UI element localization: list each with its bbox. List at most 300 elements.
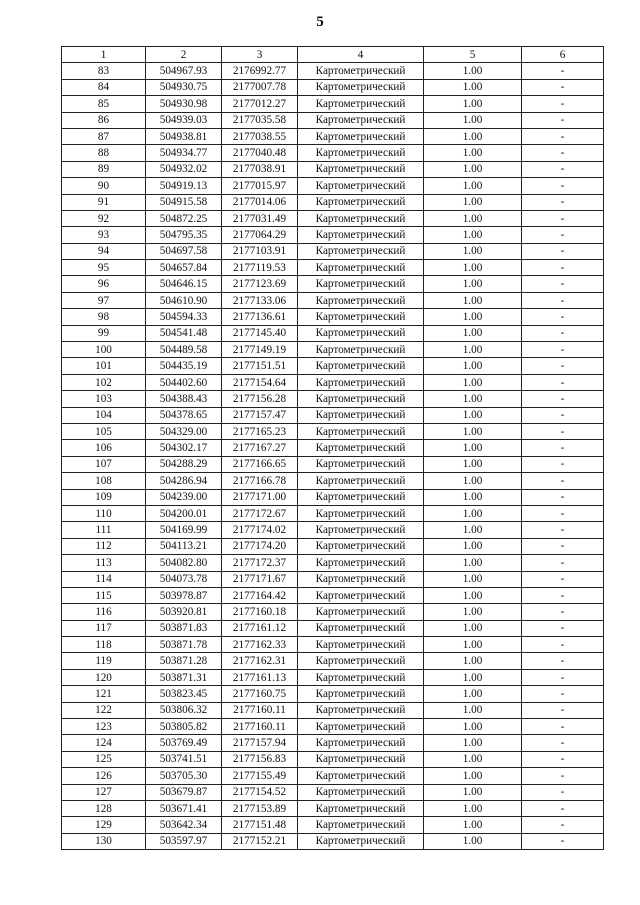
method-cell: Картометрический bbox=[298, 407, 424, 423]
description-cell: - bbox=[522, 391, 604, 407]
method-cell: Картометрический bbox=[298, 702, 424, 718]
point-number-cell: 100 bbox=[62, 342, 146, 358]
table-row bbox=[62, 800, 604, 816]
method-cell: Картометрический bbox=[298, 79, 424, 95]
y-coordinate-cell: 2177172.37 bbox=[222, 555, 298, 571]
x-coordinate-cell: 504930.75 bbox=[146, 79, 222, 95]
x-coordinate-cell: 503871.83 bbox=[146, 620, 222, 636]
x-coordinate-cell: 503871.78 bbox=[146, 637, 222, 653]
table-row bbox=[62, 719, 604, 735]
y-coordinate-cell: 2177151.48 bbox=[222, 817, 298, 833]
point-number-cell: 99 bbox=[62, 325, 146, 341]
table-row bbox=[62, 686, 604, 702]
point-number-cell: 93 bbox=[62, 227, 146, 243]
description-cell: - bbox=[522, 637, 604, 653]
method-cell: Картометрический bbox=[298, 669, 424, 685]
point-number-cell: 85 bbox=[62, 96, 146, 112]
accuracy-cell: 1.00 bbox=[424, 260, 522, 276]
accuracy-cell: 1.00 bbox=[424, 63, 522, 79]
description-cell: - bbox=[522, 571, 604, 587]
description-cell: - bbox=[522, 63, 604, 79]
description-cell: - bbox=[522, 817, 604, 833]
point-number-cell: 91 bbox=[62, 194, 146, 210]
method-cell: Картометрический bbox=[298, 325, 424, 341]
method-cell: Картометрический bbox=[298, 735, 424, 751]
point-number-cell: 106 bbox=[62, 440, 146, 456]
table-row bbox=[62, 555, 604, 571]
table-row bbox=[62, 260, 604, 276]
column-header: 6 bbox=[522, 47, 604, 63]
table-row bbox=[62, 571, 604, 587]
x-coordinate-cell: 504697.58 bbox=[146, 243, 222, 259]
y-coordinate-cell: 2177171.00 bbox=[222, 489, 298, 505]
description-cell: - bbox=[522, 423, 604, 439]
table-row bbox=[62, 456, 604, 472]
table-row bbox=[62, 702, 604, 718]
accuracy-cell: 1.00 bbox=[424, 374, 522, 390]
point-number-cell: 114 bbox=[62, 571, 146, 587]
method-cell: Картометрический bbox=[298, 309, 424, 325]
accuracy-cell: 1.00 bbox=[424, 735, 522, 751]
table-row bbox=[62, 178, 604, 194]
description-cell: - bbox=[522, 178, 604, 194]
accuracy-cell: 1.00 bbox=[424, 489, 522, 505]
method-cell: Картометрический bbox=[298, 587, 424, 603]
y-coordinate-cell: 2177133.06 bbox=[222, 292, 298, 308]
description-cell: - bbox=[522, 800, 604, 816]
x-coordinate-cell: 504915.58 bbox=[146, 194, 222, 210]
x-coordinate-cell: 503978.87 bbox=[146, 587, 222, 603]
point-number-cell: 94 bbox=[62, 243, 146, 259]
table-row bbox=[62, 96, 604, 112]
point-number-cell: 123 bbox=[62, 719, 146, 735]
table-header-row bbox=[62, 47, 604, 63]
table-row bbox=[62, 325, 604, 341]
description-cell: - bbox=[522, 374, 604, 390]
point-number-cell: 102 bbox=[62, 374, 146, 390]
method-cell: Картометрический bbox=[298, 719, 424, 735]
description-cell: - bbox=[522, 473, 604, 489]
x-coordinate-cell: 504402.60 bbox=[146, 374, 222, 390]
point-number-cell: 116 bbox=[62, 604, 146, 620]
accuracy-cell: 1.00 bbox=[424, 79, 522, 95]
accuracy-cell: 1.00 bbox=[424, 276, 522, 292]
point-number-cell: 126 bbox=[62, 768, 146, 784]
table-row bbox=[62, 128, 604, 144]
description-cell: - bbox=[522, 653, 604, 669]
x-coordinate-cell: 504239.00 bbox=[146, 489, 222, 505]
y-coordinate-cell: 2177160.18 bbox=[222, 604, 298, 620]
y-coordinate-cell: 2176992.77 bbox=[222, 63, 298, 79]
description-cell: - bbox=[522, 538, 604, 554]
accuracy-cell: 1.00 bbox=[424, 522, 522, 538]
page-number: 5 bbox=[316, 14, 324, 30]
description-cell: - bbox=[522, 342, 604, 358]
table-row bbox=[62, 112, 604, 128]
accuracy-cell: 1.00 bbox=[424, 325, 522, 341]
y-coordinate-cell: 2177161.13 bbox=[222, 669, 298, 685]
point-number-cell: 121 bbox=[62, 686, 146, 702]
point-number-cell: 110 bbox=[62, 505, 146, 521]
table-row bbox=[62, 309, 604, 325]
x-coordinate-cell: 504082.80 bbox=[146, 555, 222, 571]
y-coordinate-cell: 2177149.19 bbox=[222, 342, 298, 358]
point-number-cell: 107 bbox=[62, 456, 146, 472]
accuracy-cell: 1.00 bbox=[424, 637, 522, 653]
y-coordinate-cell: 2177007.78 bbox=[222, 79, 298, 95]
column-header: 4 bbox=[298, 47, 424, 63]
method-cell: Картометрический bbox=[298, 489, 424, 505]
y-coordinate-cell: 2177012.27 bbox=[222, 96, 298, 112]
table-row bbox=[62, 735, 604, 751]
y-coordinate-cell: 2177014.06 bbox=[222, 194, 298, 210]
point-number-cell: 98 bbox=[62, 309, 146, 325]
x-coordinate-cell: 503871.31 bbox=[146, 669, 222, 685]
y-coordinate-cell: 2177166.78 bbox=[222, 473, 298, 489]
accuracy-cell: 1.00 bbox=[424, 719, 522, 735]
accuracy-cell: 1.00 bbox=[424, 391, 522, 407]
method-cell: Картометрический bbox=[298, 391, 424, 407]
description-cell: - bbox=[522, 161, 604, 177]
point-number-cell: 117 bbox=[62, 620, 146, 636]
table-row bbox=[62, 358, 604, 374]
table-row bbox=[62, 489, 604, 505]
x-coordinate-cell: 503823.45 bbox=[146, 686, 222, 702]
point-number-cell: 120 bbox=[62, 669, 146, 685]
description-cell: - bbox=[522, 276, 604, 292]
table-row bbox=[62, 391, 604, 407]
y-coordinate-cell: 2177031.49 bbox=[222, 210, 298, 226]
x-coordinate-cell: 503671.41 bbox=[146, 800, 222, 816]
x-coordinate-cell: 504934.77 bbox=[146, 145, 222, 161]
description-cell: - bbox=[522, 719, 604, 735]
column-header: 1 bbox=[62, 47, 146, 63]
y-coordinate-cell: 2177162.31 bbox=[222, 653, 298, 669]
description-cell: - bbox=[522, 702, 604, 718]
point-number-cell: 127 bbox=[62, 784, 146, 800]
table-row bbox=[62, 227, 604, 243]
description-cell: - bbox=[522, 292, 604, 308]
method-cell: Картометрический bbox=[298, 342, 424, 358]
method-cell: Картометрический bbox=[298, 178, 424, 194]
accuracy-cell: 1.00 bbox=[424, 210, 522, 226]
description-cell: - bbox=[522, 407, 604, 423]
y-coordinate-cell: 2177160.11 bbox=[222, 702, 298, 718]
accuracy-cell: 1.00 bbox=[424, 342, 522, 358]
y-coordinate-cell: 2177103.91 bbox=[222, 243, 298, 259]
method-cell: Картометрический bbox=[298, 571, 424, 587]
y-coordinate-cell: 2177156.28 bbox=[222, 391, 298, 407]
x-coordinate-cell: 504302.17 bbox=[146, 440, 222, 456]
point-number-cell: 92 bbox=[62, 210, 146, 226]
x-coordinate-cell: 504930.98 bbox=[146, 96, 222, 112]
description-cell: - bbox=[522, 309, 604, 325]
method-cell: Картометрический bbox=[298, 620, 424, 636]
x-coordinate-cell: 504610.90 bbox=[146, 292, 222, 308]
method-cell: Картометрический bbox=[298, 751, 424, 767]
x-coordinate-cell: 504200.01 bbox=[146, 505, 222, 521]
accuracy-cell: 1.00 bbox=[424, 473, 522, 489]
table-row bbox=[62, 473, 604, 489]
method-cell: Картометрический bbox=[298, 686, 424, 702]
x-coordinate-cell: 504489.58 bbox=[146, 342, 222, 358]
description-cell: - bbox=[522, 96, 604, 112]
description-cell: - bbox=[522, 325, 604, 341]
method-cell: Картометрический bbox=[298, 260, 424, 276]
method-cell: Картометрический bbox=[298, 358, 424, 374]
point-number-cell: 90 bbox=[62, 178, 146, 194]
table-row bbox=[62, 407, 604, 423]
x-coordinate-cell: 504388.43 bbox=[146, 391, 222, 407]
y-coordinate-cell: 2177160.75 bbox=[222, 686, 298, 702]
table-row bbox=[62, 194, 604, 210]
method-cell: Картометрический bbox=[298, 292, 424, 308]
table-row bbox=[62, 817, 604, 833]
x-coordinate-cell: 503920.81 bbox=[146, 604, 222, 620]
point-number-cell: 124 bbox=[62, 735, 146, 751]
x-coordinate-cell: 503679.87 bbox=[146, 784, 222, 800]
accuracy-cell: 1.00 bbox=[424, 440, 522, 456]
y-coordinate-cell: 2177165.23 bbox=[222, 423, 298, 439]
point-number-cell: 108 bbox=[62, 473, 146, 489]
point-number-cell: 119 bbox=[62, 653, 146, 669]
method-cell: Картометрический bbox=[298, 538, 424, 554]
description-cell: - bbox=[522, 210, 604, 226]
point-number-cell: 84 bbox=[62, 79, 146, 95]
description-cell: - bbox=[522, 784, 604, 800]
x-coordinate-cell: 504435.19 bbox=[146, 358, 222, 374]
table-row bbox=[62, 374, 604, 390]
method-cell: Картометрический bbox=[298, 555, 424, 571]
y-coordinate-cell: 2177156.83 bbox=[222, 751, 298, 767]
point-number-cell: 129 bbox=[62, 817, 146, 833]
x-coordinate-cell: 504795.35 bbox=[146, 227, 222, 243]
table-row bbox=[62, 63, 604, 79]
accuracy-cell: 1.00 bbox=[424, 112, 522, 128]
y-coordinate-cell: 2177155.49 bbox=[222, 768, 298, 784]
description-cell: - bbox=[522, 194, 604, 210]
method-cell: Картометрический bbox=[298, 112, 424, 128]
x-coordinate-cell: 504967.93 bbox=[146, 63, 222, 79]
method-cell: Картометрический bbox=[298, 653, 424, 669]
y-coordinate-cell: 2177157.94 bbox=[222, 735, 298, 751]
point-number-cell: 118 bbox=[62, 637, 146, 653]
y-coordinate-cell: 2177015.97 bbox=[222, 178, 298, 194]
table-row bbox=[62, 587, 604, 603]
y-coordinate-cell: 2177157.47 bbox=[222, 407, 298, 423]
description-cell: - bbox=[522, 456, 604, 472]
y-coordinate-cell: 2177171.67 bbox=[222, 571, 298, 587]
accuracy-cell: 1.00 bbox=[424, 145, 522, 161]
accuracy-cell: 1.00 bbox=[424, 571, 522, 587]
x-coordinate-cell: 504932.02 bbox=[146, 161, 222, 177]
x-coordinate-cell: 503806.32 bbox=[146, 702, 222, 718]
accuracy-cell: 1.00 bbox=[424, 423, 522, 439]
accuracy-cell: 1.00 bbox=[424, 686, 522, 702]
accuracy-cell: 1.00 bbox=[424, 178, 522, 194]
description-cell: - bbox=[522, 227, 604, 243]
accuracy-cell: 1.00 bbox=[424, 669, 522, 685]
method-cell: Картометрический bbox=[298, 784, 424, 800]
description-cell: - bbox=[522, 440, 604, 456]
table-row bbox=[62, 653, 604, 669]
point-number-cell: 88 bbox=[62, 145, 146, 161]
method-cell: Картометрический bbox=[298, 227, 424, 243]
y-coordinate-cell: 2177136.61 bbox=[222, 309, 298, 325]
method-cell: Картометрический bbox=[298, 505, 424, 521]
description-cell: - bbox=[522, 145, 604, 161]
accuracy-cell: 1.00 bbox=[424, 227, 522, 243]
point-number-cell: 112 bbox=[62, 538, 146, 554]
table-row bbox=[62, 637, 604, 653]
method-cell: Картометрический bbox=[298, 440, 424, 456]
method-cell: Картометрический bbox=[298, 374, 424, 390]
column-header: 3 bbox=[222, 47, 298, 63]
x-coordinate-cell: 504657.84 bbox=[146, 260, 222, 276]
y-coordinate-cell: 2177153.89 bbox=[222, 800, 298, 816]
method-cell: Картометрический bbox=[298, 473, 424, 489]
method-cell: Картометрический bbox=[298, 800, 424, 816]
accuracy-cell: 1.00 bbox=[424, 555, 522, 571]
accuracy-cell: 1.00 bbox=[424, 292, 522, 308]
accuracy-cell: 1.00 bbox=[424, 309, 522, 325]
table-row bbox=[62, 79, 604, 95]
column-header: 5 bbox=[424, 47, 522, 63]
method-cell: Картометрический bbox=[298, 145, 424, 161]
table-row bbox=[62, 243, 604, 259]
accuracy-cell: 1.00 bbox=[424, 194, 522, 210]
description-cell: - bbox=[522, 587, 604, 603]
x-coordinate-cell: 503769.49 bbox=[146, 735, 222, 751]
accuracy-cell: 1.00 bbox=[424, 243, 522, 259]
accuracy-cell: 1.00 bbox=[424, 817, 522, 833]
y-coordinate-cell: 2177038.55 bbox=[222, 128, 298, 144]
y-coordinate-cell: 2177161.12 bbox=[222, 620, 298, 636]
point-number-cell: 97 bbox=[62, 292, 146, 308]
y-coordinate-cell: 2177167.27 bbox=[222, 440, 298, 456]
description-cell: - bbox=[522, 128, 604, 144]
method-cell: Картометрический bbox=[298, 456, 424, 472]
accuracy-cell: 1.00 bbox=[424, 407, 522, 423]
description-cell: - bbox=[522, 620, 604, 636]
table-row bbox=[62, 161, 604, 177]
point-number-cell: 130 bbox=[62, 833, 146, 849]
point-number-cell: 103 bbox=[62, 391, 146, 407]
x-coordinate-cell: 504541.48 bbox=[146, 325, 222, 341]
y-coordinate-cell: 2177174.02 bbox=[222, 522, 298, 538]
point-number-cell: 89 bbox=[62, 161, 146, 177]
accuracy-cell: 1.00 bbox=[424, 96, 522, 112]
accuracy-cell: 1.00 bbox=[424, 800, 522, 816]
description-cell: - bbox=[522, 669, 604, 685]
table-row bbox=[62, 423, 604, 439]
table-row bbox=[62, 833, 604, 849]
y-coordinate-cell: 2177040.48 bbox=[222, 145, 298, 161]
description-cell: - bbox=[522, 751, 604, 767]
y-coordinate-cell: 2177164.42 bbox=[222, 587, 298, 603]
x-coordinate-cell: 504378.65 bbox=[146, 407, 222, 423]
description-cell: - bbox=[522, 243, 604, 259]
y-coordinate-cell: 2177119.53 bbox=[222, 260, 298, 276]
method-cell: Картометрический bbox=[298, 522, 424, 538]
table-row bbox=[62, 620, 604, 636]
y-coordinate-cell: 2177123.69 bbox=[222, 276, 298, 292]
accuracy-cell: 1.00 bbox=[424, 768, 522, 784]
column-header: 2 bbox=[146, 47, 222, 63]
y-coordinate-cell: 2177174.20 bbox=[222, 538, 298, 554]
accuracy-cell: 1.00 bbox=[424, 604, 522, 620]
description-cell: - bbox=[522, 522, 604, 538]
description-cell: - bbox=[522, 833, 604, 849]
x-coordinate-cell: 504073.78 bbox=[146, 571, 222, 587]
table-row bbox=[62, 276, 604, 292]
point-number-cell: 109 bbox=[62, 489, 146, 505]
y-coordinate-cell: 2177154.64 bbox=[222, 374, 298, 390]
description-cell: - bbox=[522, 555, 604, 571]
point-number-cell: 101 bbox=[62, 358, 146, 374]
point-number-cell: 87 bbox=[62, 128, 146, 144]
table-row bbox=[62, 145, 604, 161]
y-coordinate-cell: 2177166.65 bbox=[222, 456, 298, 472]
x-coordinate-cell: 504113.21 bbox=[146, 538, 222, 554]
x-coordinate-cell: 504288.29 bbox=[146, 456, 222, 472]
method-cell: Картометрический bbox=[298, 161, 424, 177]
x-coordinate-cell: 503597.97 bbox=[146, 833, 222, 849]
y-coordinate-cell: 2177172.67 bbox=[222, 505, 298, 521]
x-coordinate-cell: 504939.03 bbox=[146, 112, 222, 128]
description-cell: - bbox=[522, 79, 604, 95]
method-cell: Картометрический bbox=[298, 637, 424, 653]
method-cell: Картометрический bbox=[298, 194, 424, 210]
coordinates-table bbox=[61, 46, 604, 850]
point-number-cell: 125 bbox=[62, 751, 146, 767]
method-cell: Картометрический bbox=[298, 276, 424, 292]
table-row bbox=[62, 604, 604, 620]
y-coordinate-cell: 2177154.52 bbox=[222, 784, 298, 800]
point-number-cell: 128 bbox=[62, 800, 146, 816]
description-cell: - bbox=[522, 112, 604, 128]
accuracy-cell: 1.00 bbox=[424, 620, 522, 636]
point-number-cell: 96 bbox=[62, 276, 146, 292]
y-coordinate-cell: 2177151.51 bbox=[222, 358, 298, 374]
y-coordinate-cell: 2177162.33 bbox=[222, 637, 298, 653]
accuracy-cell: 1.00 bbox=[424, 784, 522, 800]
x-coordinate-cell: 503805.82 bbox=[146, 719, 222, 735]
point-number-cell: 113 bbox=[62, 555, 146, 571]
method-cell: Картометрический bbox=[298, 210, 424, 226]
accuracy-cell: 1.00 bbox=[424, 538, 522, 554]
point-number-cell: 122 bbox=[62, 702, 146, 718]
point-number-cell: 95 bbox=[62, 260, 146, 276]
method-cell: Картометрический bbox=[298, 768, 424, 784]
x-coordinate-cell: 504938.81 bbox=[146, 128, 222, 144]
point-number-cell: 111 bbox=[62, 522, 146, 538]
table-row bbox=[62, 768, 604, 784]
x-coordinate-cell: 504169.99 bbox=[146, 522, 222, 538]
point-number-cell: 105 bbox=[62, 423, 146, 439]
x-coordinate-cell: 504919.13 bbox=[146, 178, 222, 194]
y-coordinate-cell: 2177160.11 bbox=[222, 719, 298, 735]
table-body bbox=[62, 63, 604, 850]
table-row bbox=[62, 538, 604, 554]
table-row bbox=[62, 751, 604, 767]
accuracy-cell: 1.00 bbox=[424, 833, 522, 849]
method-cell: Картометрический bbox=[298, 604, 424, 620]
accuracy-cell: 1.00 bbox=[424, 128, 522, 144]
accuracy-cell: 1.00 bbox=[424, 653, 522, 669]
x-coordinate-cell: 504329.00 bbox=[146, 423, 222, 439]
y-coordinate-cell: 2177035.58 bbox=[222, 112, 298, 128]
